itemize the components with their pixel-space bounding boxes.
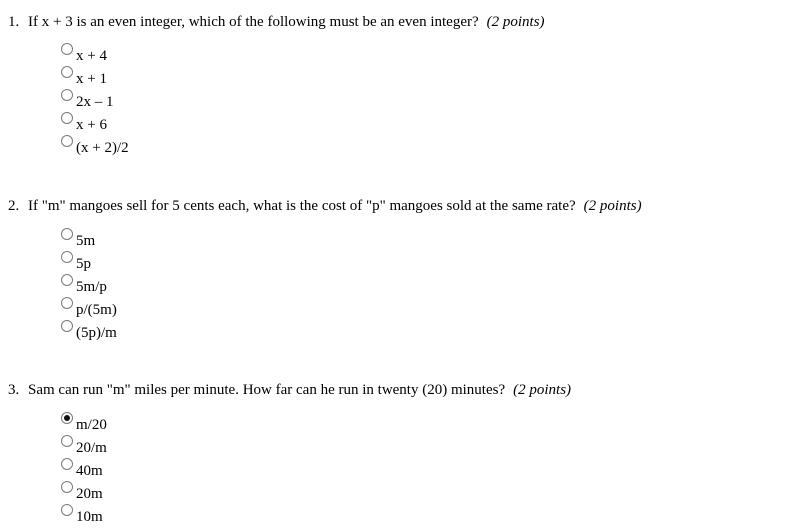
question-text: If "m" mangoes sell for 5 cents each, what is the cost of "p" mangoes sold at the same rate? bbox=[28, 198, 576, 214]
question-text: Sam can run "m" miles per minute. How far can he run in twenty (20) minutes? bbox=[28, 382, 506, 398]
question-3-prompt bbox=[8, 381, 778, 399]
question-points: (2 points) bbox=[513, 382, 572, 398]
question-number: 3. bbox=[8, 382, 20, 398]
answer-option-label: (5p)/m bbox=[76, 325, 117, 341]
radio-button[interactable] bbox=[61, 66, 73, 78]
answer-option-label: x + 4 bbox=[76, 48, 107, 64]
radio-button[interactable] bbox=[61, 274, 73, 286]
answer-option-label: m/20 bbox=[76, 417, 107, 433]
answer-option[interactable] bbox=[61, 251, 91, 274]
answer-option-label: 40m bbox=[76, 463, 103, 479]
answer-option-label: 20/m bbox=[76, 440, 107, 456]
question-2 bbox=[8, 197, 778, 215]
answer-option-label: x + 6 bbox=[76, 117, 107, 133]
radio-button[interactable] bbox=[61, 228, 73, 240]
answer-option[interactable] bbox=[61, 89, 114, 112]
question-2-prompt bbox=[8, 197, 778, 215]
question-points: (2 points) bbox=[583, 198, 642, 214]
answer-option[interactable] bbox=[61, 435, 107, 458]
answer-option-label: 5m/p bbox=[76, 279, 107, 295]
answer-option-label: 20m bbox=[76, 486, 103, 502]
answer-option[interactable] bbox=[61, 297, 117, 320]
answer-option[interactable] bbox=[61, 504, 103, 527]
answer-option[interactable] bbox=[61, 43, 107, 66]
radio-button[interactable] bbox=[61, 320, 73, 332]
radio-button[interactable] bbox=[61, 89, 73, 101]
radio-button[interactable] bbox=[61, 297, 73, 309]
answer-option[interactable] bbox=[61, 112, 107, 135]
question-1 bbox=[8, 13, 778, 31]
answer-option-label: 10m bbox=[76, 509, 103, 525]
answer-option[interactable] bbox=[61, 320, 117, 343]
answer-option-label: 5m bbox=[76, 233, 96, 249]
answer-option[interactable] bbox=[61, 135, 129, 158]
answer-option[interactable] bbox=[61, 66, 107, 89]
radio-button[interactable] bbox=[61, 112, 73, 124]
answer-option-label: p/(5m) bbox=[76, 302, 117, 318]
radio-button[interactable] bbox=[61, 504, 73, 516]
answer-option[interactable] bbox=[61, 458, 103, 481]
question-number: 1. bbox=[8, 14, 20, 30]
radio-button[interactable] bbox=[61, 412, 73, 424]
answer-option[interactable] bbox=[61, 412, 107, 435]
radio-button[interactable] bbox=[61, 458, 73, 470]
answer-option-label: x + 1 bbox=[76, 71, 107, 87]
radio-button[interactable] bbox=[61, 481, 73, 493]
radio-button[interactable] bbox=[61, 251, 73, 263]
answer-option[interactable] bbox=[61, 481, 103, 504]
answer-option-label: 5p bbox=[76, 256, 91, 272]
question-3 bbox=[8, 381, 778, 399]
question-number: 2. bbox=[8, 198, 20, 214]
answer-option-label: (x + 2)/2 bbox=[76, 140, 129, 156]
question-points: (2 points) bbox=[486, 14, 545, 30]
answer-option[interactable] bbox=[61, 274, 107, 297]
answer-option[interactable] bbox=[61, 228, 95, 251]
question-text: If x + 3 is an even integer, which of the following must be an even integer? bbox=[28, 14, 479, 30]
radio-button[interactable] bbox=[61, 135, 73, 147]
answer-option-label: 2x – 1 bbox=[76, 94, 114, 110]
radio-button[interactable] bbox=[61, 435, 73, 447]
question-1-prompt bbox=[8, 13, 778, 31]
radio-button[interactable] bbox=[61, 43, 73, 55]
